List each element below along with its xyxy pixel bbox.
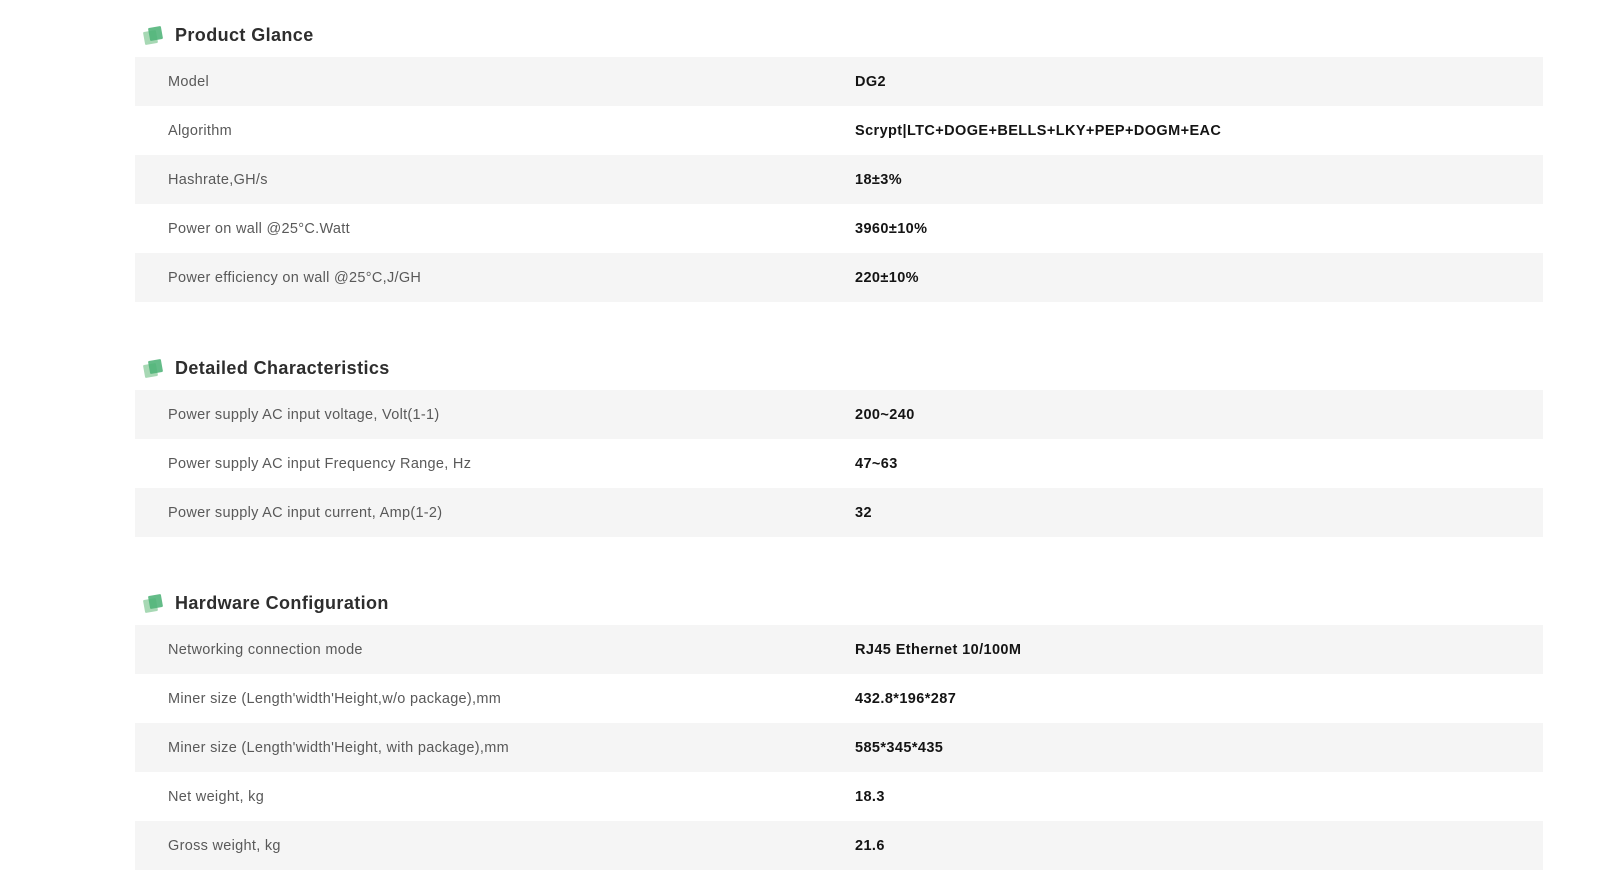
table-row [135, 439, 1543, 488]
spec-label: Net weight, kg [168, 788, 265, 805]
spec-value: RJ45 Ethernet 10/100M [855, 641, 1022, 658]
spec-label: Power supply AC input voltage, Volt(1-1) [168, 406, 440, 423]
spec-label: Miner size (Length'width'Height,w/o package),mm [168, 690, 502, 707]
table-row [135, 821, 1543, 870]
section-heading [143, 592, 1543, 614]
spec-value: Scrypt|LTC+DOGE+BELLS+LKY+PEP+DOGM+EAC [855, 122, 1222, 139]
table-row [135, 674, 1543, 723]
table-row [135, 253, 1543, 302]
table-row [135, 723, 1543, 772]
spec-label: Miner size (Length'width'Height, with package),mm [168, 739, 509, 756]
green-squares-icon [143, 358, 164, 379]
section-title: Detailed Characteristics [175, 357, 390, 378]
table-row [135, 57, 1543, 106]
spec-label: Algorithm [168, 122, 232, 139]
table-row [135, 625, 1543, 674]
spec-table [135, 625, 1543, 870]
spec-table [135, 57, 1543, 302]
spec-value: 220±10% [855, 269, 919, 286]
table-row [135, 390, 1543, 439]
spec-label: Hashrate,GH/s [168, 171, 268, 188]
section-hardware-configuration [135, 592, 1543, 870]
section-product-glance [135, 24, 1543, 302]
spec-label: Model [168, 73, 209, 90]
spec-value: 3960±10% [855, 220, 928, 237]
spec-value: 585*345*435 [855, 739, 944, 756]
section-heading [143, 357, 1543, 379]
spec-label: Power supply AC input current, Amp(1-2) [168, 504, 443, 521]
green-squares-icon [143, 593, 164, 614]
table-row [135, 155, 1543, 204]
spec-label: Power efficiency on wall @25°C,J/GH [168, 269, 422, 286]
section-title: Product Glance [175, 24, 314, 45]
spec-value: 200~240 [855, 406, 915, 423]
spec-table [135, 390, 1543, 537]
spec-label: Gross weight, kg [168, 837, 281, 854]
section-heading [143, 24, 1543, 46]
spec-label: Power supply AC input Frequency Range, Hz [168, 455, 472, 472]
spec-value: 47~63 [855, 455, 898, 472]
spec-value: DG2 [855, 73, 887, 90]
section-detailed-characteristics [135, 357, 1543, 537]
table-row [135, 106, 1543, 155]
spec-value: 32 [855, 504, 872, 521]
table-row [135, 204, 1543, 253]
table-row [135, 772, 1543, 821]
spec-label: Power on wall @25°C.Watt [168, 220, 350, 237]
spec-value: 18±3% [855, 171, 903, 188]
green-squares-icon [143, 25, 164, 46]
spec-value: 21.6 [855, 837, 885, 854]
spec-value: 18.3 [855, 788, 885, 805]
spec-label: Networking connection mode [168, 641, 363, 658]
table-row [135, 488, 1543, 537]
section-title: Hardware Configuration [175, 592, 389, 613]
spec-value: 432.8*196*287 [855, 690, 957, 707]
